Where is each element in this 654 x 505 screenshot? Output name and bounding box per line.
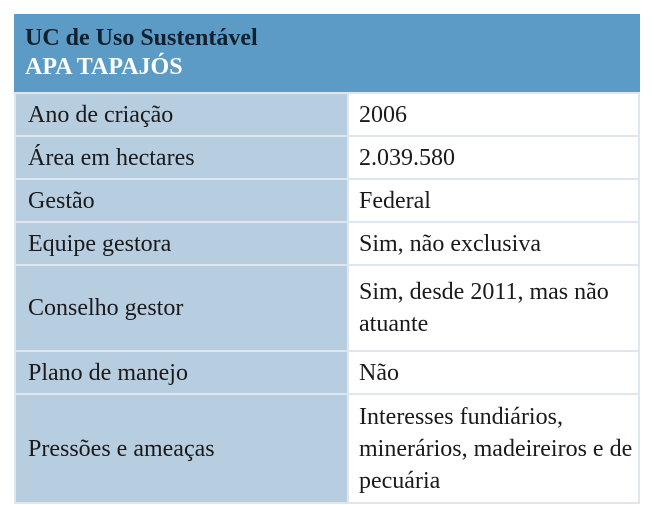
table-row xyxy=(15,222,639,265)
row-value-conselho: Sim, desde 2011, mas não atuante xyxy=(348,265,639,351)
card-header xyxy=(14,14,640,92)
table-row xyxy=(15,136,639,179)
table-row xyxy=(15,93,639,136)
row-value-area: 2.039.580 xyxy=(348,136,639,179)
info-table xyxy=(14,92,640,504)
row-label-gestao: Gestão xyxy=(15,179,348,222)
row-value-ano-criacao: 2006 xyxy=(348,93,639,136)
table-row xyxy=(15,394,639,503)
row-value-plano: Não xyxy=(348,351,639,394)
row-label-area: Área em hectares xyxy=(15,136,348,179)
card-subtitle: APA TAPAJÓS xyxy=(25,54,183,80)
table-row xyxy=(15,179,639,222)
row-value-pressoes: Interesses fundiários, minerários, madeireiros e de pecuária xyxy=(348,394,639,503)
table-row xyxy=(15,351,639,394)
row-label-equipe: Equipe gestora xyxy=(15,222,348,265)
row-label-ano-criacao: Ano de criação xyxy=(15,93,348,136)
row-label-conselho: Conselho gestor xyxy=(15,265,348,351)
card-title: UC de Uso Sustentável xyxy=(25,25,258,51)
row-value-gestao: Federal xyxy=(348,179,639,222)
row-value-equipe: Sim, não exclusiva xyxy=(348,222,639,265)
table-row xyxy=(15,265,639,351)
row-label-plano: Plano de manejo xyxy=(15,351,348,394)
info-card xyxy=(14,14,640,504)
row-label-pressoes: Pressões e ameaças xyxy=(15,394,348,503)
